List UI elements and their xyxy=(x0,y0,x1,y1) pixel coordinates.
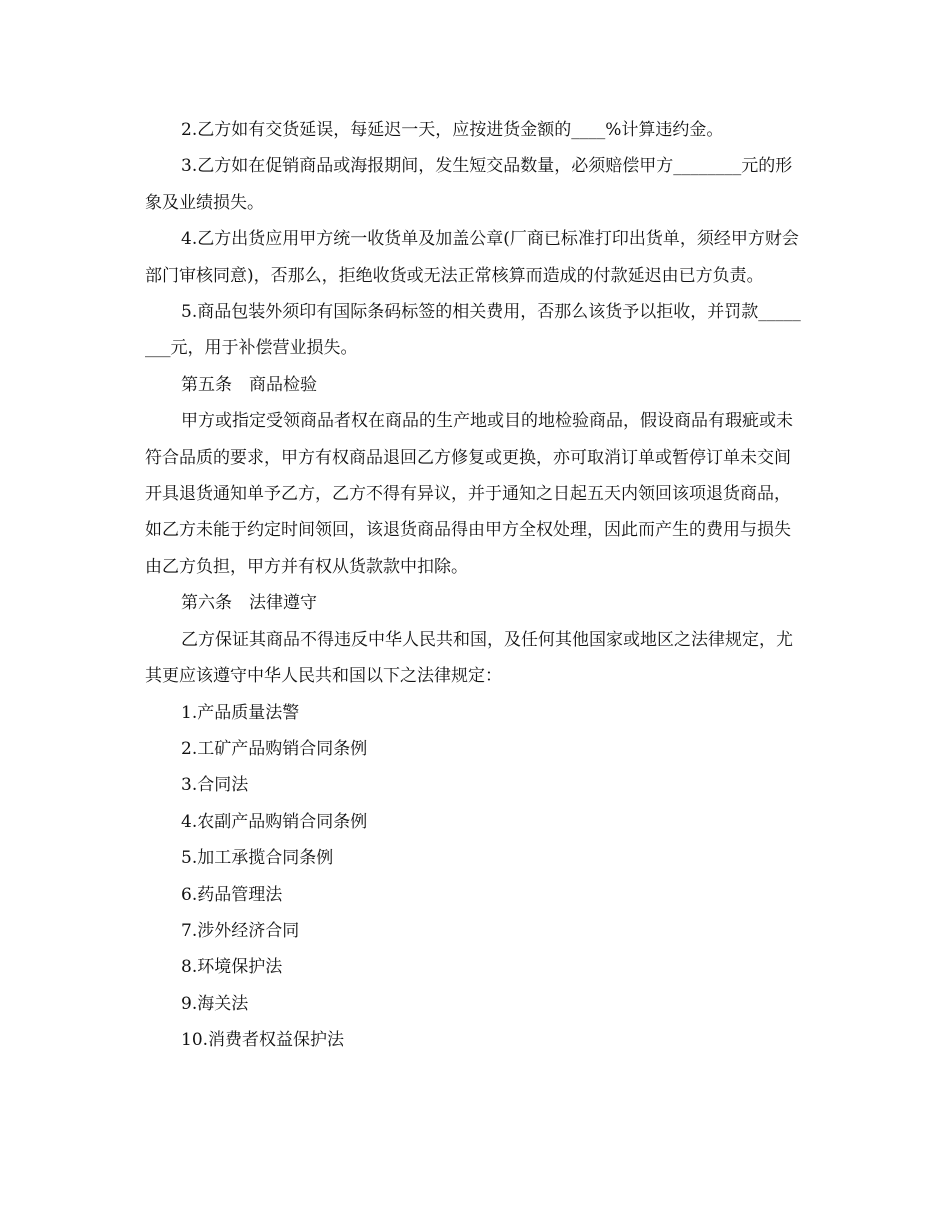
law-item: 10.消费者权益保护法 xyxy=(181,1030,345,1051)
law-item: 9.海关法 xyxy=(181,993,249,1014)
law-item: 7.涉外经济合同 xyxy=(181,920,300,941)
law-item: 8.环境保护法 xyxy=(181,957,283,978)
article-6-body: 乙方保证其商品不得违反中华人民共和国，及任何其他国家或地区之法律规定，尤其更应该遵守中华人民共和国以下之法律规定： xyxy=(145,629,793,687)
clause-barcode: 5.商品包装外须印有国际条码标签的相关费用，否那么该货予以拒收，并罚款________元，用于补偿营业损失。 xyxy=(145,302,801,359)
law-item: 5.加工承揽合同条例 xyxy=(181,848,334,869)
clause-delivery-delay: 2.乙方如有交货延误，每延迟一天，应按进货金额的____%计算违约金。 xyxy=(181,120,724,140)
article-5-body: 甲方或指定受领商品者权在商品的生产地或目的地检验商品，假设商品有瑕疵或未符合品质的要求，甲方有权商品退回乙方修复或更换，亦可取消订单或暂停订单未交间开具退货通知单予乙方，乙方不得有异议，并于通知之日起五天内领回该项退货商品，如乙方未能于约定时间领回，该退货商品得由甲方全权处理，因此而产生的费用与损失由乙方负担，甲方并有权从货款款中扣除。 xyxy=(145,411,793,577)
contract-text xyxy=(145,112,805,1059)
law-item: 3.合同法 xyxy=(181,775,249,796)
law-item: 1.产品质量法警 xyxy=(181,702,300,723)
clause-short-delivery: 3.乙方如在促销商品或海报期间，发生短交品数量，必须赔偿甲方________元的形象及业绩损失。 xyxy=(145,156,793,213)
law-item: 4.农副产品购销合同条例 xyxy=(181,811,368,832)
clause-delivery-note: 4.乙方出货应用甲方统一收货单及加盖公章(厂商已标准打印出货单，须经甲方财会部门审核同意)，否那么，拒绝收货或无法正常核算而造成的付款延迟由已方负责。 xyxy=(145,229,799,286)
article-5-heading: 第五条 商品检验 xyxy=(181,374,317,395)
law-item: 6.药品管理法 xyxy=(181,884,283,905)
article-6-heading: 第六条 法律遵守 xyxy=(181,593,317,614)
law-item: 2.工矿产品购销合同条例 xyxy=(181,738,368,759)
